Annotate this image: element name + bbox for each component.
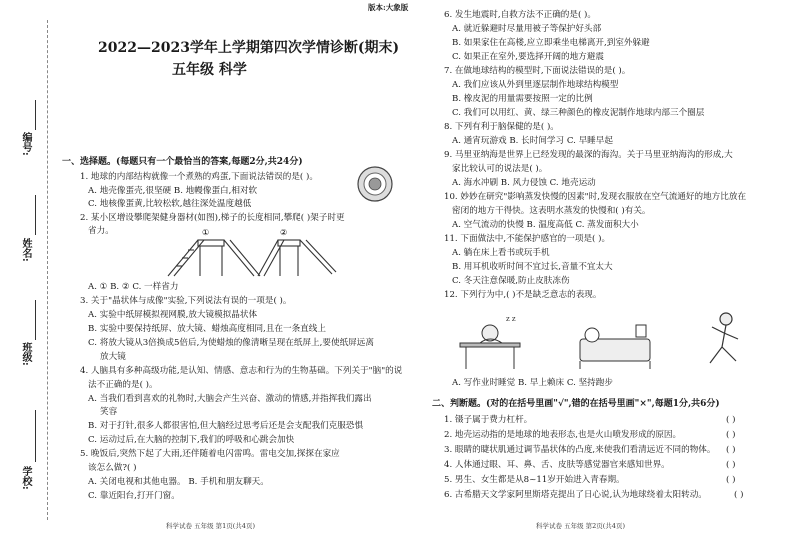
option-line: C. 如果正在室外,要选择开阔的地方避震 — [452, 52, 604, 62]
question-line: 密闭的地方干得快。这表明水蒸发的快慢和( )有关。 — [452, 206, 651, 216]
judge-item: 2. 地壳运动指的是地球的地表形态,也是火山喷发形成的原因。 — [444, 430, 682, 440]
svg-text:z z: z z — [506, 315, 516, 323]
judge-item: 6. 古希腊天文学家阿里斯塔克提出了日心说,认为地球绕着太阳转动。 — [444, 490, 707, 500]
staying-in-bed-image — [580, 325, 650, 369]
climbing-frame-image — [158, 226, 338, 278]
option-line: A. 地壳像蛋壳,很坚硬 B. 地幔像蛋白,相对软 — [88, 186, 258, 196]
question-line: 家比较认可的说法是( )。 — [452, 164, 548, 174]
school-label: 学校: — [20, 466, 31, 490]
option-line: A. 空气流动的快慢 B. 温度高低 C. 蒸发面积大小 — [452, 220, 639, 230]
page-1-footer: 科学试卷 五年级 第1页(共4页) — [166, 522, 255, 530]
option-line: B. 如果家住在高楼,应立即乘坐电梯离开,到室外躲避 — [452, 38, 650, 48]
question-line: 6. 发生地震时,自救方法不正确的是( )。 — [444, 10, 597, 20]
option-line: A. 躺在床上看书或玩手机 — [452, 248, 550, 258]
frame-label-2: ② — [280, 228, 288, 237]
option-line: A. 关闭电视和其他电器。 B. 手机和朋友聊天。 — [88, 477, 269, 487]
answer-blank[interactable]: ( ) — [726, 430, 736, 440]
edition-label: 版本:大象版 — [368, 3, 409, 12]
question-line: 12. 下列行为中,( )不是缺乏意志的表现。 — [444, 290, 602, 300]
question-line: 3. 关于"晶状体与成像"实验,下列说法有误的一项是( )。 — [80, 296, 292, 306]
option-line: A. 实验中纸屏模拟视网膜,放大镜模拟晶状体 — [88, 310, 258, 320]
page-2 — [430, 0, 786, 543]
option-line: B. 实验中要保持纸屏、放大镜、蜡烛高度相同,且在一条直线上 — [88, 324, 326, 334]
option-line: A. 就近躲避时尽量用被子等保护好头部 — [452, 24, 602, 34]
judge-item: 5. 男生、女生都是从8~11岁开始进入青春期。 — [444, 475, 625, 485]
exam-subtitle: 五年级 科学 — [172, 62, 247, 78]
fold-line — [47, 20, 48, 520]
section-2-heading: 二、判断题。(对的在括号里画"√",错的在括号里画"×",每题1分,共6分) — [432, 399, 720, 409]
option-line: B. 用耳机收听时间不宜过长,音量不宜太大 — [452, 262, 613, 272]
option-line: A. 海水冲刷 B. 风力侵蚀 C. 地壳运动 — [452, 178, 596, 188]
option-line: A. 通宵玩游戏 B. 长时间学习 C. 早睡早起 — [452, 136, 613, 146]
sleeping-at-desk-image — [460, 315, 520, 369]
id-label: 编号: — [20, 132, 31, 156]
id-line — [35, 100, 36, 130]
judge-item: 1. 镊子属于费力杠杆。 — [444, 415, 533, 425]
egg-cross-section-image — [356, 165, 394, 203]
question-line: 该怎么做?( ) — [88, 463, 137, 473]
name-line — [35, 195, 36, 235]
answer-blank[interactable]: ( ) — [726, 445, 736, 455]
option-line: C. 冬天注意保暖,防止皮肤冻伤 — [452, 276, 570, 286]
page-2-footer: 科学试卷 五年级 第2页(共4页) — [536, 522, 625, 530]
question-line: 7. 在做地球结构的模型时,下面说法错误的是( )。 — [444, 66, 631, 76]
behaviour-illustrations — [450, 305, 780, 375]
question-line: 8. 下列有利于脑保健的是( )。 — [444, 122, 559, 132]
option-line: A. 当我们看到喜欢的礼物时,大脑会产生兴奋、激动的情感,并指挥我们露出 — [88, 394, 372, 404]
option-line: A. 我们应该从外到里逐层制作地球结构模型 — [452, 80, 619, 90]
class-line — [35, 300, 36, 340]
option-line: C. 靠近阳台,打开门窗。 — [88, 491, 180, 501]
option-line: C. 将放大镜从3倍换成5倍后,为使蜡烛的像清晰呈现在纸屏上,要使纸屏远离 — [88, 338, 374, 348]
question-line: 5. 晚饭后,突然下起了大雨,还伴随着电闪雷鸣。雷电交加,探探在家应 — [80, 449, 340, 459]
option-line: C. 运动过后,在大脑的控制下,我们的呼吸和心跳会加快 — [88, 435, 295, 445]
frame-label-1: ① — [202, 228, 210, 237]
question-line: 9. 马里亚纳海是世界上已经发现的最深的海沟。关于马里亚纳海沟的形成,大 — [444, 150, 733, 160]
option-line: 笑容 — [100, 407, 118, 417]
question-line: 2. 某小区增设攀爬架健身器材(如图),梯子的长度相同,攀爬( )架子时更 — [80, 213, 345, 223]
option-line: B. 对于打针,很多人都很害怕,但大脑经过思考后还是会支配我们克服恐惧 — [88, 421, 364, 431]
option-line: C. 地核像蛋黄,比较松软,越往深处温度越低 — [88, 199, 252, 209]
option-line: B. 橡皮泥的用量需要按照一定的比例 — [452, 94, 593, 104]
option-line: 放大镜 — [100, 352, 126, 362]
question-line: 法不正确的是( )。 — [88, 380, 158, 390]
running-image — [710, 313, 738, 363]
option-line: A. 写作业时睡觉 B. 早上赖床 C. 坚持跑步 — [452, 378, 613, 388]
question-line: 1. 地球的内部结构就像一个煮熟的鸡蛋,下面说法错误的是( )。 — [80, 172, 318, 182]
answer-blank[interactable]: ( ) — [734, 490, 744, 500]
answer-blank[interactable]: ( ) — [726, 415, 736, 425]
school-line — [35, 410, 36, 462]
answer-blank[interactable]: ( ) — [726, 460, 736, 470]
binding-margin — [0, 0, 56, 543]
name-label: 姓名: — [20, 238, 31, 262]
judge-item: 3. 眼睛的睫状肌通过调节晶状体的凸度,来使我们看清远近不同的物体。 — [444, 445, 716, 455]
class-label: 班级: — [20, 342, 31, 366]
option-line: A. ① B. ② C. 一样省力 — [88, 282, 179, 292]
question-line: 11. 下面做法中,不能保护感官的一项是( )。 — [444, 234, 611, 244]
answer-blank[interactable]: ( ) — [726, 475, 736, 485]
exam-title: 2022—2023学年上学期第四次学情诊断(期末) — [98, 40, 400, 56]
judge-item: 4. 人体通过眼、耳、鼻、舌、皮肤等感觉器官来感知世界。 — [444, 460, 670, 470]
question-line: 省力。 — [88, 226, 114, 236]
page-1 — [58, 0, 420, 543]
question-line: 10. 妙妙在研究"影响蒸发快慢的因素"时,发现衣服放在空气流通好的地方比放在 — [444, 192, 747, 202]
section-1-heading: 一、选择题。(每题只有一个最恰当的答案,每题2分,共24分) — [62, 157, 303, 167]
question-line: 4. 人脑具有多种高级功能,是认知、情感、意志和行为的生物基础。下列关于"脑"的说 — [80, 366, 403, 376]
option-line: C. 我们可以用红、黄、绿三种颜色的橡皮泥制作地球内部三个圈层 — [452, 108, 705, 118]
